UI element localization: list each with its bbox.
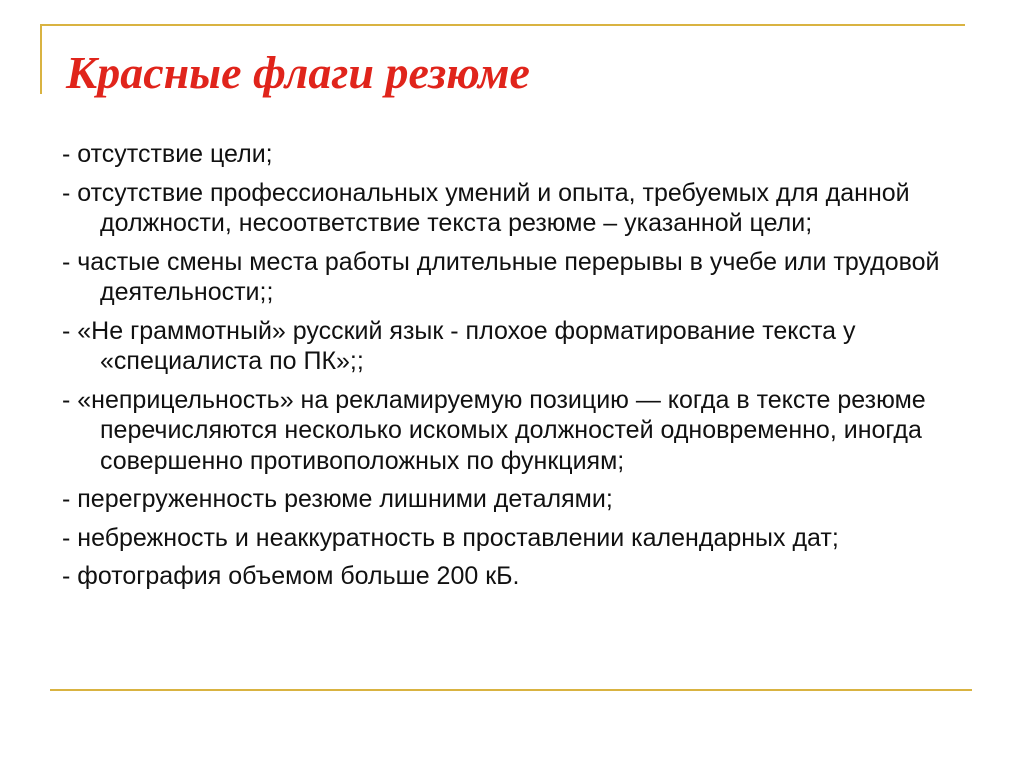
list-item: - «Не граммотный» русский язык - плохое форматирование текста у «специалиста по ПК»;;	[62, 316, 856, 375]
list-item: - отсутствие профессиональных умений и опыта, требуемых для данной должности, несоответствие текста резюме – указанной цели;	[62, 178, 910, 237]
list-item: - перегруженность резюме лишними деталями;	[62, 485, 613, 513]
list-item: - фотография объемом больше 200 кБ.	[62, 562, 520, 590]
slide-title: Красные флаги резюме	[66, 47, 530, 98]
frame-left-line	[40, 24, 42, 94]
frame-bottom-line	[50, 689, 972, 691]
list-item: - отсутствие цели;	[62, 140, 273, 168]
frame-top-line	[40, 24, 965, 26]
bullet-list	[62, 139, 972, 600]
list-item: - частые смены места работы длительные перерывы в учебе или трудовой деятельности;;	[62, 247, 940, 306]
list-item: - небрежность и неаккуратность в проставлении календарных дат;	[62, 523, 839, 552]
list-item: - «неприцельность» на рекламируемую позицию — когда в тексте резюме перечисляются несколько искомых должностей одновременно, иногда совершенно противоположных по функциям;	[62, 385, 926, 475]
